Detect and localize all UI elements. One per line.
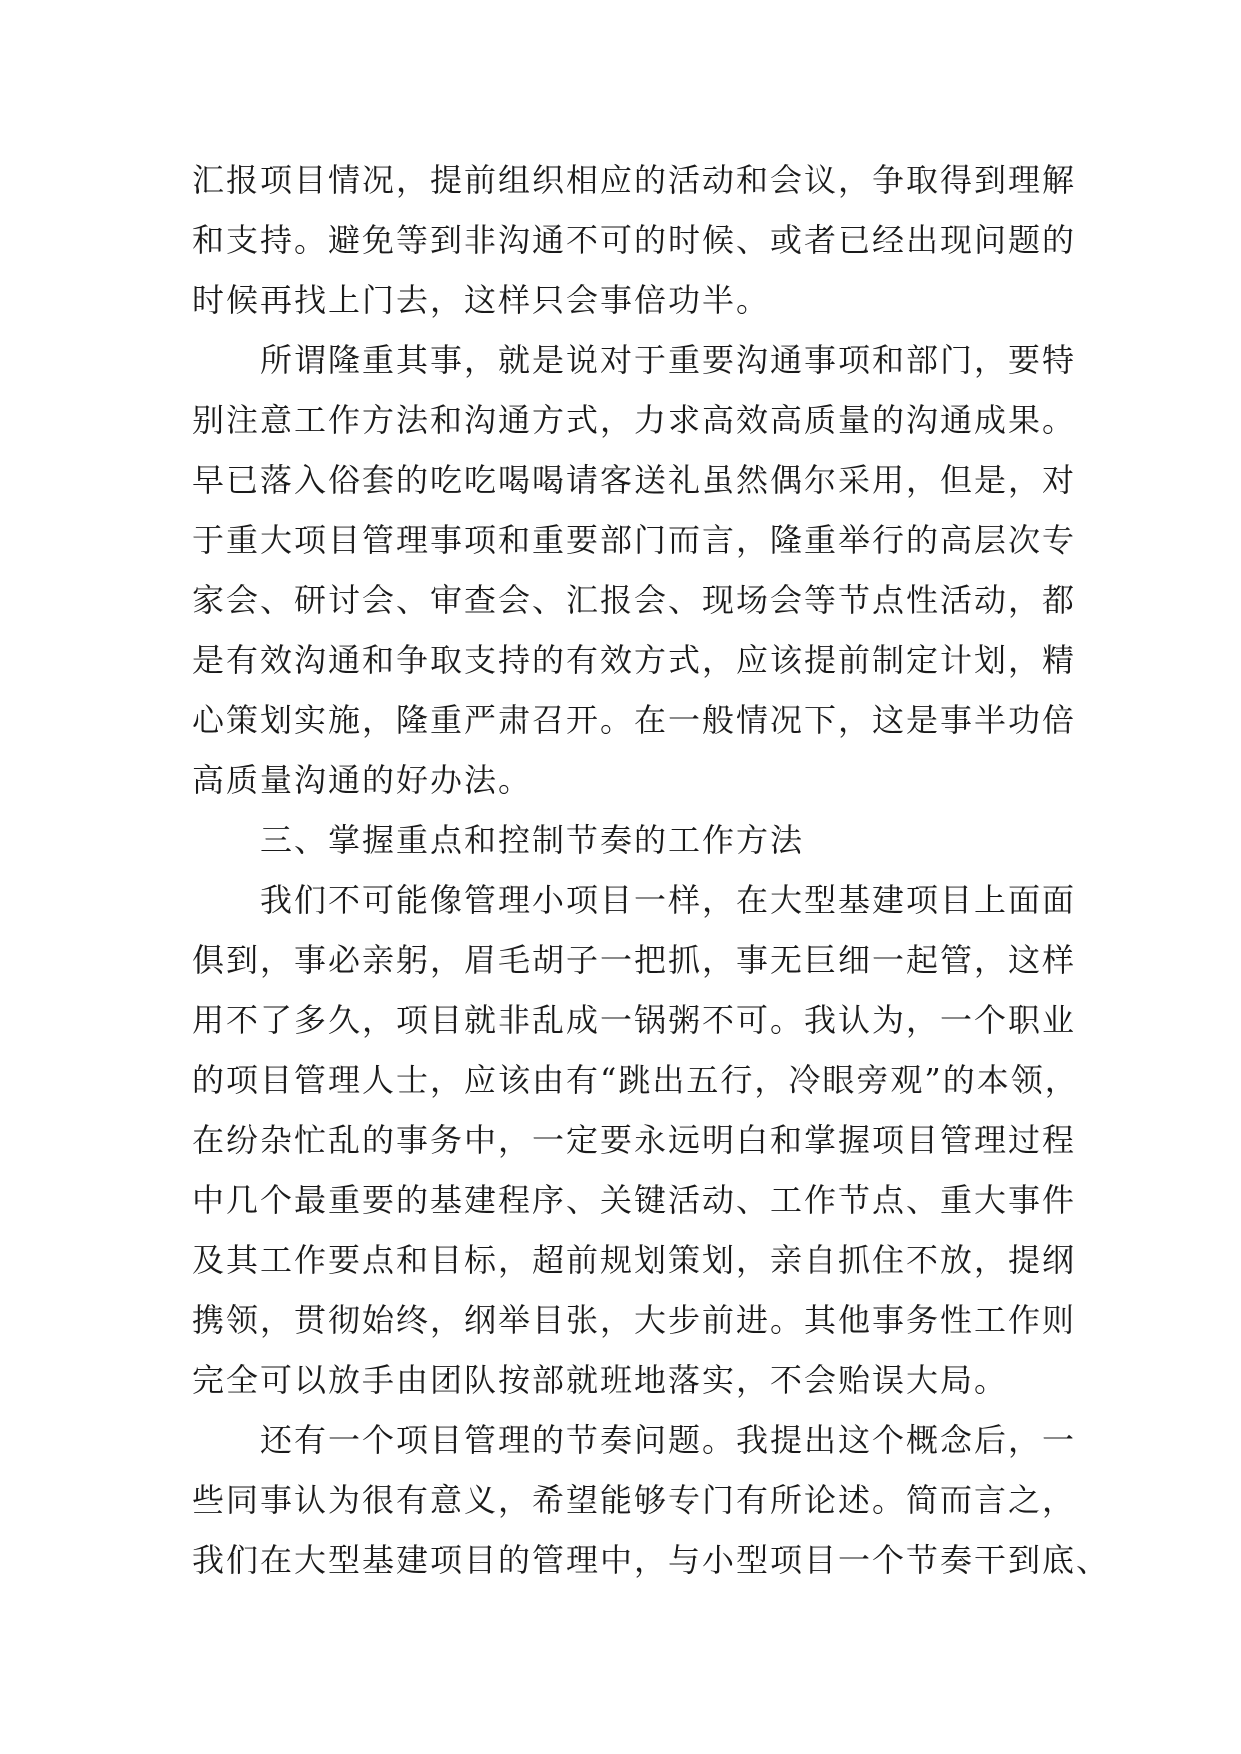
text-line: 中几个最重要的基建程序、关键活动、工作节点、重大事件 <box>192 1181 1077 1219</box>
text-line: 我们在大型基建项目的管理中，与小型项目一个节奏干到底、 <box>192 1541 1111 1579</box>
text-line: 携领，贯彻始终，纲举目张，大步前进。其他事务性工作则 <box>192 1301 1077 1339</box>
text-line: 所谓隆重其事，就是说对于重要沟通事项和部门，要特 <box>260 341 1077 379</box>
text-line: 汇报项目情况，提前组织相应的活动和会议，争取得到理解 <box>192 161 1077 199</box>
text-line: 些同事认为很有意义，希望能够专门有所论述。简而言之， <box>192 1481 1077 1519</box>
text-line: 完全可以放手由团队按部就班地落实，不会贻误大局。 <box>192 1361 1009 1399</box>
text-line: 于重大项目管理事项和重要部门而言，隆重举行的高层次专 <box>192 521 1077 559</box>
section-heading: 三、掌握重点和控制节奏的工作方法 <box>260 821 805 859</box>
text-line: 心策划实施，隆重严肃召开。在一般情况下，这是事半功倍 <box>192 701 1077 739</box>
text-line: 和支持。避免等到非沟通不可的时候、或者已经出现问题的 <box>192 221 1077 259</box>
text-line: 别注意工作方法和沟通方式，力求高效高质量的沟通成果。 <box>192 401 1077 439</box>
text-line: 的项目管理人士，应该由有“跳出五行，冷眼旁观”的本领， <box>192 1061 1079 1099</box>
text-line: 早已落入俗套的吃吃喝喝请客送礼虽然偶尔采用，但是，对 <box>192 461 1077 499</box>
text-line: 家会、研讨会、审查会、汇报会、现场会等节点性活动，都 <box>192 581 1077 619</box>
body-text <box>192 150 1111 1590</box>
text-line: 及其工作要点和目标，超前规划策划，亲自抓住不放，提纲 <box>192 1241 1077 1279</box>
text-line: 还有一个项目管理的节奏问题。我提出这个概念后，一 <box>260 1421 1077 1459</box>
text-line: 在纷杂忙乱的事务中，一定要永远明白和掌握项目管理过程 <box>192 1121 1077 1159</box>
text-line: 高质量沟通的好办法。 <box>192 761 533 799</box>
text-line: 我们不可能像管理小项目一样，在大型基建项目上面面 <box>260 881 1077 919</box>
text-line: 是有效沟通和争取支持的有效方式，应该提前制定计划，精 <box>192 641 1077 679</box>
text-line: 时候再找上门去，这样只会事倍功半。 <box>192 281 771 319</box>
text-line: 用不了多久，项目就非乱成一锅粥不可。我认为，一个职业 <box>192 1001 1077 1039</box>
text-line: 俱到，事必亲躬，眉毛胡子一把抓，事无巨细一起管，这样 <box>192 941 1077 979</box>
